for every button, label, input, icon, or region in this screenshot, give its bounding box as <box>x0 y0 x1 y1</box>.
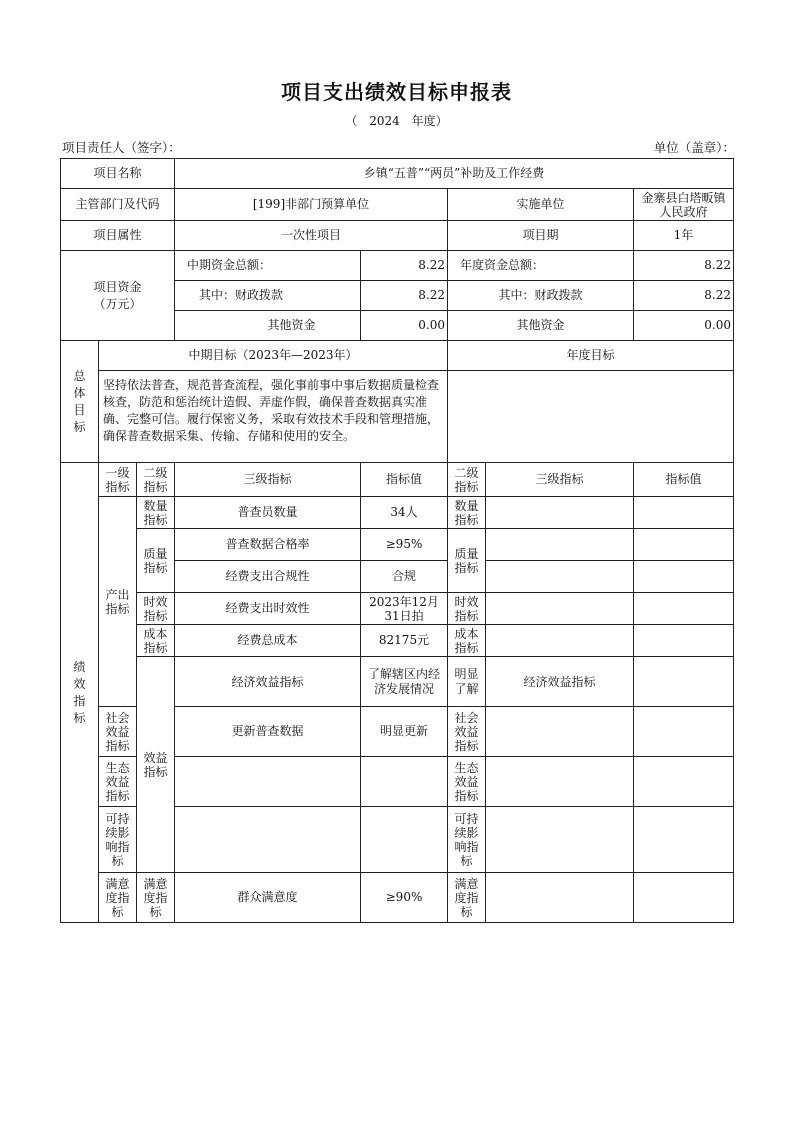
year-other-label: 其他资金 <box>448 311 634 341</box>
mid-fiscal-label: 其中：财政拨款 <box>175 281 361 311</box>
year-goal-text <box>448 371 734 463</box>
quality-label-right: 质量指标 <box>448 529 486 593</box>
q1-name: 普查员数量 <box>175 497 361 529</box>
year-fiscal-label: 其中：财政拨款 <box>448 281 634 311</box>
t1-value: 2023年12月31日拍 <box>361 593 448 625</box>
sat1-value: ≥90% <box>361 873 448 923</box>
overall-goal-label <box>61 341 99 463</box>
e-right-name <box>634 657 734 707</box>
satisfaction-label: 满意度指标 <box>137 873 175 923</box>
mid-other-label: 其他资金 <box>175 311 361 341</box>
project-name-value: 乡镇“五普”“两员”补助及工作经费 <box>175 159 734 189</box>
quantity-label: 数量指标 <box>137 497 175 529</box>
year-line: （ 2024 年度） <box>345 114 448 128</box>
economic-label-right: 经济效益指标 <box>486 657 634 707</box>
funds-label <box>61 251 175 341</box>
page-title: 项目支出绩效目标申报表 <box>281 80 512 104</box>
responsible-signature-label: 项目责任人（签字）： <box>62 140 181 155</box>
s1-value: 明显更新 <box>361 707 448 757</box>
performance-form-table <box>60 158 734 923</box>
sustainable-label: 可持续影响指标 <box>99 807 137 873</box>
sat-right-name <box>486 873 634 923</box>
quantity-label-right: 数量指标 <box>448 497 486 529</box>
ql2-name: 经费支出合规性 <box>175 561 361 593</box>
e1-value: 明显了解 <box>448 657 486 707</box>
cost-label: 成本指标 <box>137 625 175 657</box>
s-right-name <box>486 707 634 757</box>
header-level2: 二级指标 <box>137 463 175 497</box>
s1-name: 更新普查数据 <box>175 707 361 757</box>
header-level3-right: 三级指标 <box>486 463 634 497</box>
quality-label: 质量指标 <box>137 529 175 593</box>
ql1-right-name <box>486 529 634 561</box>
q-right-name <box>486 497 634 529</box>
cost-label-right: 成本指标 <box>448 625 486 657</box>
ql1-name: 普查数据合格率 <box>175 529 361 561</box>
timeliness-label: 时效指标 <box>137 593 175 625</box>
impl-unit-value: 金寨县白塔畈镇人民政府 <box>634 189 734 221</box>
mid-fiscal-value: 8.22 <box>361 281 448 311</box>
sus-right-name <box>486 807 634 873</box>
t-right-name <box>486 593 634 625</box>
ecological-label-right: 生态效益指标 <box>448 757 486 807</box>
sus-right-value <box>634 807 734 873</box>
timeliness-label-right: 时效指标 <box>448 593 486 625</box>
ql1-value: ≥95% <box>361 529 448 561</box>
impl-unit-label: 实施单位 <box>448 189 634 221</box>
c1-value: 82175元 <box>361 625 448 657</box>
ecological-label: 生态效益指标 <box>99 757 137 807</box>
eco-name <box>175 757 361 807</box>
period-value: 1年 <box>634 221 734 251</box>
c1-name: 经费总成本 <box>175 625 361 657</box>
perf-label <box>61 463 99 923</box>
eco-right-name <box>486 757 634 807</box>
mid-total-label: 中期资金总额： <box>175 251 361 281</box>
header-level1: 一级指标 <box>99 463 137 497</box>
s-right-value <box>634 707 734 757</box>
e1-name: 了解辖区内经济发展情况 <box>361 657 448 707</box>
effect-indicator-label: 效益指标 <box>137 657 175 873</box>
social-label: 社会效益指标 <box>99 707 137 757</box>
t-right-value <box>634 593 734 625</box>
q1-value: 34人 <box>361 497 448 529</box>
funds-label-text: 项目资金（万元） <box>93 279 142 311</box>
ql2-right-name <box>486 561 634 593</box>
project-name-label: 项目名称 <box>61 159 175 189</box>
year-total-label: 年度资金总额： <box>448 251 634 281</box>
header-value: 指标值 <box>361 463 448 497</box>
perf-label-text: 绩效指标 <box>73 659 86 725</box>
year-total-value: 8.22 <box>634 251 734 281</box>
q-right-value <box>634 497 734 529</box>
attr-label: 项目属性 <box>61 221 175 251</box>
header-value-right: 指标值 <box>634 463 734 497</box>
header-level2-right: 二级指标 <box>448 463 486 497</box>
economic-label: 经济效益指标 <box>175 657 361 707</box>
sus-value <box>361 807 448 873</box>
attr-value: 一次性项目 <box>175 221 448 251</box>
c-right-name <box>486 625 634 657</box>
year-other-value: 0.00 <box>634 311 734 341</box>
mid-total-value: 8.22 <box>361 251 448 281</box>
satisfaction-indicator-label: 满意度指标 <box>99 873 137 923</box>
t1-name: 经费支出时效性 <box>175 593 361 625</box>
eco-value <box>361 757 448 807</box>
c-right-value <box>634 625 734 657</box>
mid-goal-header: 中期目标（2023年—2023年） <box>99 341 448 371</box>
output-indicator-label: 产出指标 <box>99 497 137 707</box>
period-label: 项目期 <box>448 221 634 251</box>
mid-other-value: 0.00 <box>361 311 448 341</box>
header-level3: 三级指标 <box>175 463 361 497</box>
sat-right-value <box>634 873 734 923</box>
eco-right-value <box>634 757 734 807</box>
mid-goal-text: 坚持依法普查，规范普查流程，强化事前事中事后数据质量检查核查，防范和惩治统计造假、弄虚作假，确保普查数据真实准确、完整可信。履行保密义务，采取有效技术手段和管理措施，确保普查数据采集、传输、存储和使用的安全。 <box>99 371 448 463</box>
year-fiscal-value: 8.22 <box>634 281 734 311</box>
sat1-name: 群众满意度 <box>175 873 361 923</box>
ql1-right-value <box>634 529 734 561</box>
year-goal-header: 年度目标 <box>448 341 734 371</box>
satisfaction-label-right: 满意度指标 <box>448 873 486 923</box>
sus-name <box>175 807 361 873</box>
ql2-value: 合规 <box>361 561 448 593</box>
sustainable-label-right: 可持续影响指标 <box>448 807 486 873</box>
social-label-right: 社会效益指标 <box>448 707 486 757</box>
dept-value: [199]非部门预算单位 <box>175 189 448 221</box>
unit-seal-label: 单位（盖章）： <box>653 140 735 155</box>
ql2-right-value <box>634 561 734 593</box>
overall-goal-label-text: 总体目标 <box>73 368 86 434</box>
dept-label: 主管部门及代码 <box>61 189 175 221</box>
